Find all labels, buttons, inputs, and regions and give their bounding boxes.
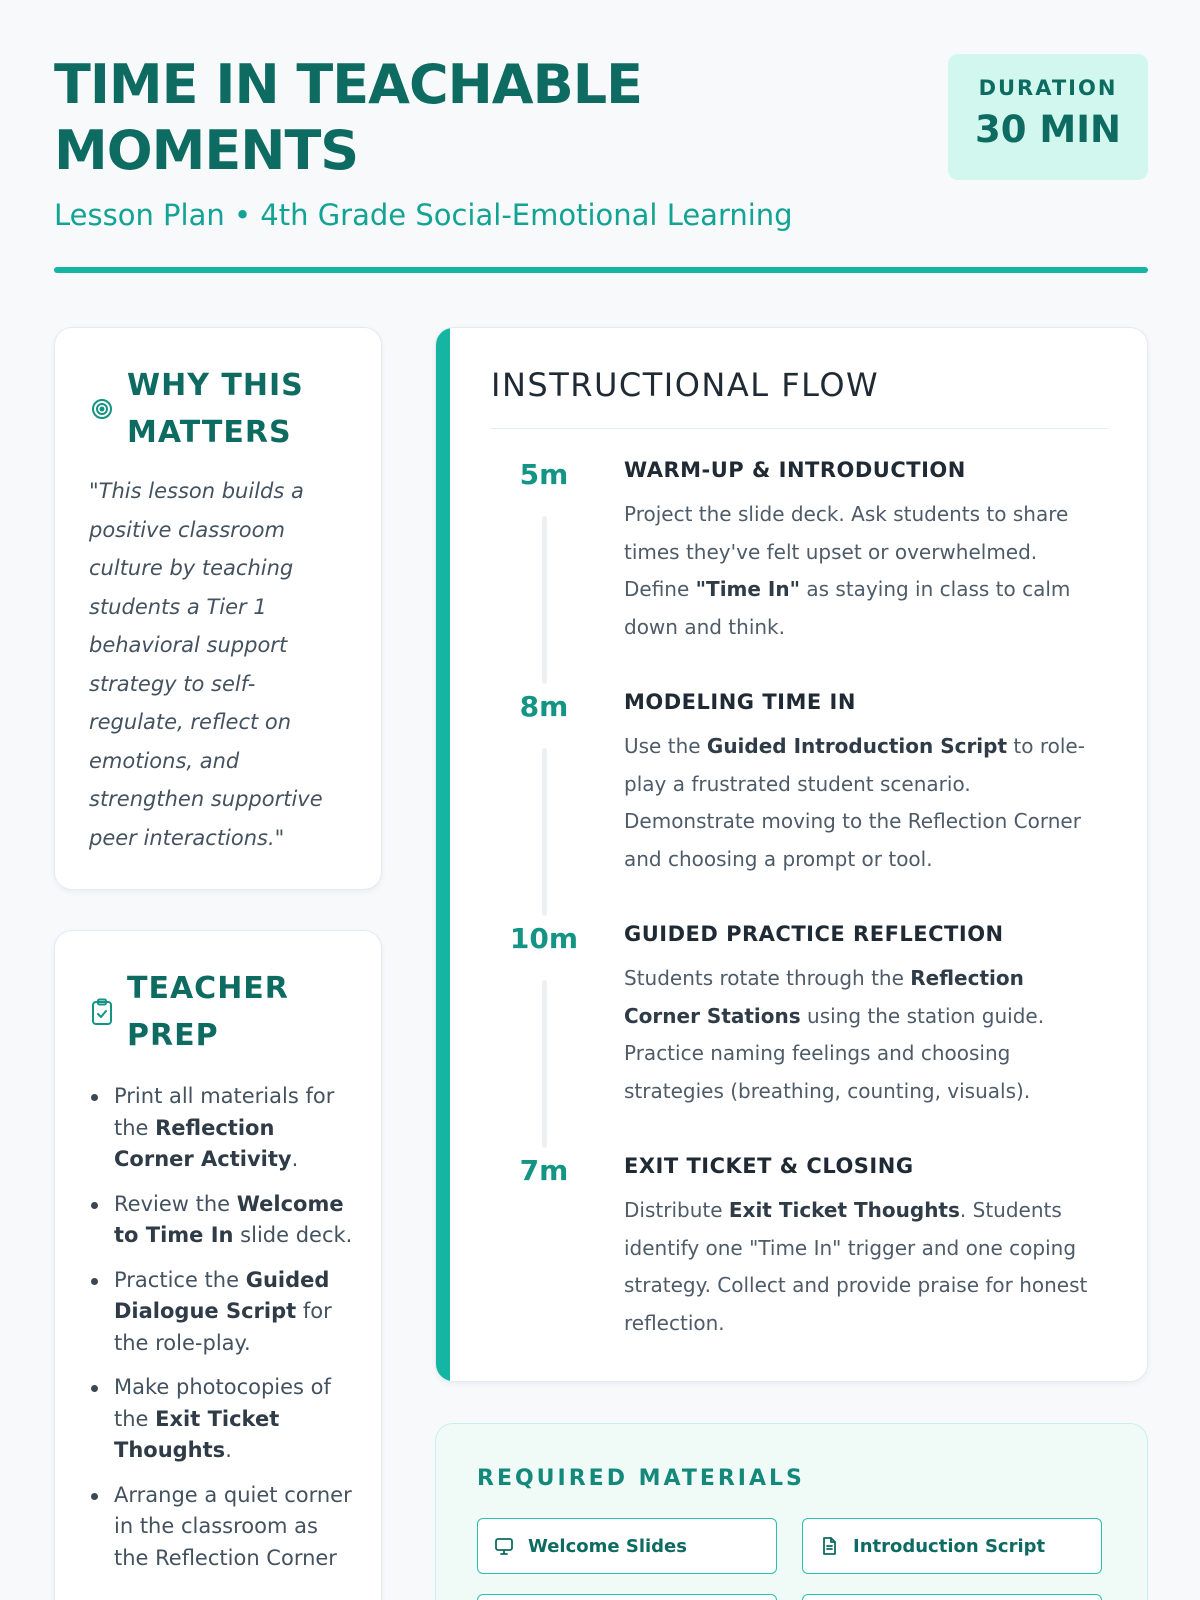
page-subtitle: Lesson Plan • 4th Grade Social-Emotional Learning	[54, 198, 793, 232]
list-item: Practice the Guided Dialogue Script for the role-play.	[89, 1265, 354, 1360]
materials-title: REQUIRED MATERIALS	[477, 1466, 805, 1491]
teacher-prep-card	[54, 930, 382, 1600]
list-item: Print all materials for the Reflection Corner Activity.	[89, 1081, 354, 1176]
page-title: TIME IN TEACHABLE MOMENTS	[54, 53, 643, 182]
duration-value: 30 MIN	[975, 108, 1121, 151]
step-title: MODELING TIME IN	[624, 690, 856, 714]
flow-divider	[491, 428, 1108, 429]
prep-card-header	[89, 965, 307, 1059]
step-description: Students rotate through the Reflection Corner Stations using the station guide. Practice naming feelings and choosing strategies (breathing, counting, visuals).	[624, 966, 1045, 1103]
step-time: 10m	[509, 922, 579, 955]
step-time: 5m	[519, 458, 569, 491]
clipboard-check-icon	[89, 999, 115, 1025]
step-connector	[542, 980, 547, 1148]
document-icon	[819, 1536, 839, 1556]
material-chip-introduction-script[interactable]	[802, 1518, 1102, 1574]
why-card-header	[89, 362, 307, 456]
list-item: Make photocopies of the Exit Ticket Thoughts.	[89, 1372, 354, 1467]
material-label: Welcome Slides	[528, 1535, 687, 1557]
step-title: WARM-UP & INTRODUCTION	[624, 458, 966, 482]
step-title: GUIDED PRACTICE REFLECTION	[624, 922, 1004, 946]
step-title: EXIT TICKET & CLOSING	[624, 1154, 914, 1178]
why-quote: "This lesson builds a positive classroom culture by teaching students a Tier 1 behavioral support strategy to self-regulate, reflect on emotions, and strengthen supportive peer interactions."	[89, 479, 323, 850]
instructional-flow-card	[435, 327, 1148, 1382]
flow-title: INSTRUCTIONAL FLOW	[491, 366, 880, 404]
material-chip-next[interactable]	[477, 1594, 777, 1600]
material-chip-welcome-slides[interactable]	[477, 1518, 777, 1574]
target-icon	[89, 396, 115, 422]
material-chip-next[interactable]	[802, 1594, 1102, 1600]
header-divider	[54, 267, 1148, 273]
step-description: Use the Guided Introduction Script to role-play a frustrated student scenario. Demonstrate moving to the Reflection Corner and choosing a prompt or tool.	[624, 734, 1085, 871]
step-description: Distribute Exit Ticket Thoughts. Students identify one "Time In" trigger and one coping strategy. Collect and provide praise for honest reflection.	[624, 1198, 1088, 1335]
step-time: 8m	[519, 690, 569, 723]
why-card-title: WHY THIS MATTERS	[127, 368, 304, 450]
prep-card-title: TEACHER PREP	[127, 971, 289, 1053]
material-label: Introduction Script	[853, 1535, 1046, 1557]
why-this-matters-card	[54, 327, 382, 890]
duration-label: DURATION	[978, 76, 1118, 100]
step-time: 7m	[519, 1154, 569, 1187]
step-connector	[542, 748, 547, 916]
list-item: Arrange a quiet corner in the classroom as the Reflection Corner	[89, 1480, 354, 1575]
page-header	[54, 52, 1148, 232]
duration-badge	[948, 54, 1148, 180]
prep-list	[89, 1081, 354, 1587]
list-item: Review the Welcome to Time In slide deck.	[89, 1189, 354, 1252]
flow-accent-bar	[436, 328, 450, 1381]
monitor-icon	[494, 1536, 514, 1556]
step-connector	[542, 516, 547, 684]
step-description: Project the slide deck. Ask students to share times they've felt upset or overwhelmed. Define "Time In" as staying in class to calm down and think.	[624, 502, 1071, 639]
required-materials-panel	[435, 1423, 1148, 1600]
